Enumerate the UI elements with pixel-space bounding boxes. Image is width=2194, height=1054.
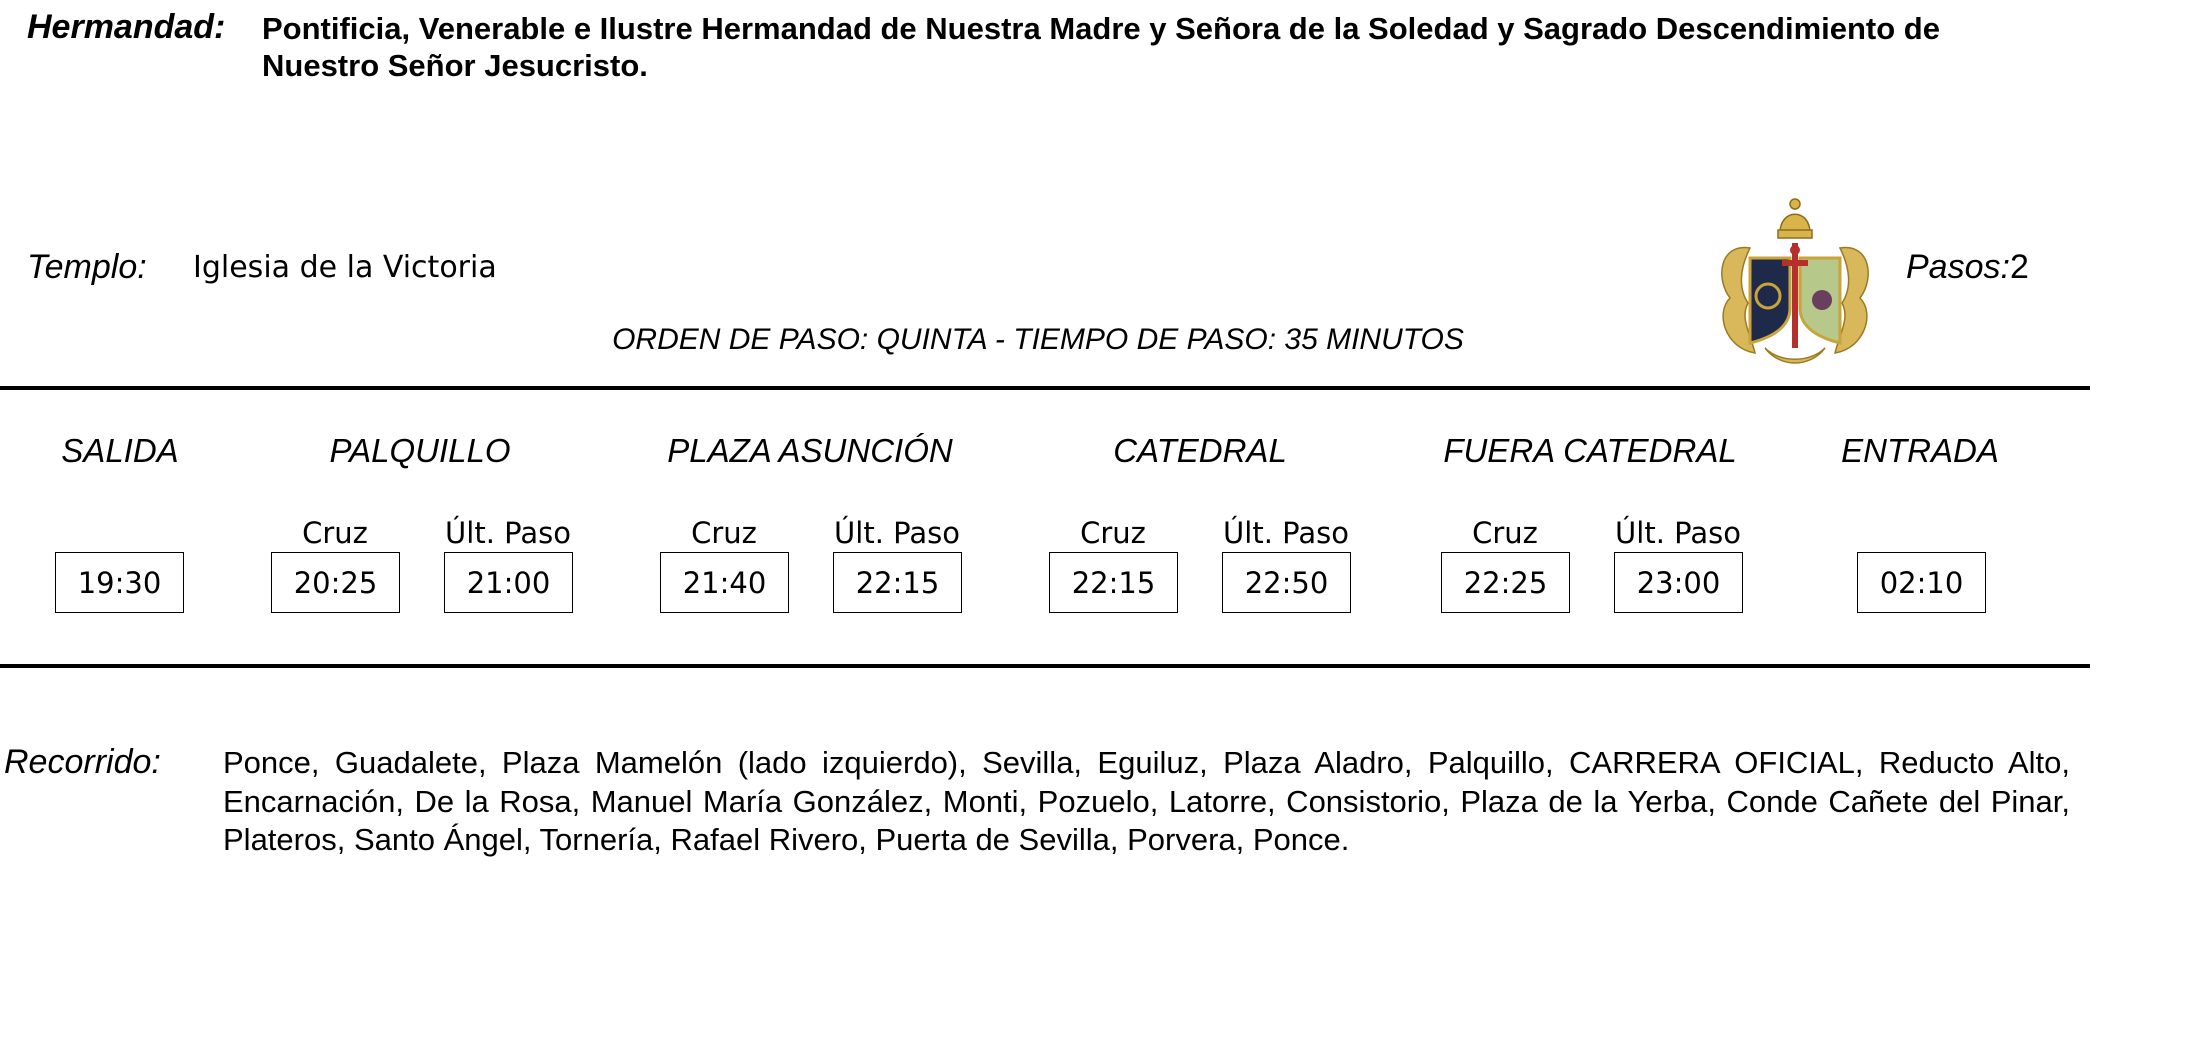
catedral-cruz-time-box: 22:15 [1049, 552, 1178, 613]
bottom-divider [0, 664, 2090, 668]
fuera-catedral-ult-label: Últ. Paso [1615, 516, 1741, 550]
templo-label: Templo: [27, 248, 147, 286]
orden-de-paso: ORDEN DE PASO: QUINTA - TIEMPO DE PASO: 35 MINUTOS [612, 323, 1464, 356]
pasos-label-text: Pasos: [1906, 248, 2010, 286]
stage-salida: SALIDA [61, 432, 179, 469]
hermandad-name: Pontificia, Venerable e Ilustre Hermandad de Nuestra Madre y Señora de la Soledad y Sagrado Descendimiento de Nuestro Señor Jesucristo. [262, 11, 1940, 83]
palquillo-cruz-label: Cruz [302, 516, 368, 550]
catedral-ult-label: Últ. Paso [1223, 516, 1349, 550]
fuera-catedral-ult-time-box: 23:00 [1614, 552, 1743, 613]
palquillo-ult-time-box: 21:00 [444, 552, 573, 613]
pasos-value: 2 [2009, 248, 2029, 286]
palquillo-ult-label: Últ. Paso [445, 516, 571, 550]
stage-plaza-asuncion: PLAZA ASUNCIÓN [667, 432, 953, 469]
plaza-asuncion-cruz-time-box: 21:40 [660, 552, 789, 613]
fuera-catedral-cruz-label: Cruz [1472, 516, 1538, 550]
recorrido-label: Recorrido: [4, 743, 161, 781]
entrada-time-box: 02:10 [1857, 552, 1986, 613]
stage-entrada: ENTRADA [1841, 432, 1999, 469]
salida-time-box: 19:30 [55, 552, 184, 613]
pasos-label [1906, 248, 2029, 287]
catedral-ult-time-box: 22:50 [1222, 552, 1351, 613]
stage-fuera-catedral: FUERA CATEDRAL [1443, 432, 1737, 469]
stage-catedral: CATEDRAL [1113, 432, 1287, 469]
palquillo-cruz-time-box: 20:25 [271, 552, 400, 613]
top-divider [0, 386, 2090, 390]
stage-palquillo: PALQUILLO [329, 432, 511, 469]
recorrido-text: Ponce, Guadalete, Plaza Mamelón (lado izquierdo), Sevilla, Eguiluz, Plaza Aladro, Palquillo, CARRERA OFICIAL, Reducto Alto, Encarnación, De la Rosa, Manuel María González, Monti, Pozuelo, Latorre, Consistorio, Plaza de la Yerba, Conde Cañete del Pinar, Plateros, Santo Ángel, Tornería, Rafael Rivero, Puerta de Sevilla, Porvera, Ponce. [223, 745, 2070, 857]
hermandad-label: Hermandad: [27, 8, 226, 46]
fuera-catedral-cruz-time-box: 22:25 [1441, 552, 1570, 613]
catedral-cruz-label: Cruz [1080, 516, 1146, 550]
plaza-asuncion-ult-label: Últ. Paso [834, 516, 960, 550]
plaza-asuncion-cruz-label: Cruz [691, 516, 757, 550]
plaza-asuncion-ult-time-box: 22:15 [833, 552, 962, 613]
templo-value: Iglesia de la Victoria [193, 250, 497, 285]
